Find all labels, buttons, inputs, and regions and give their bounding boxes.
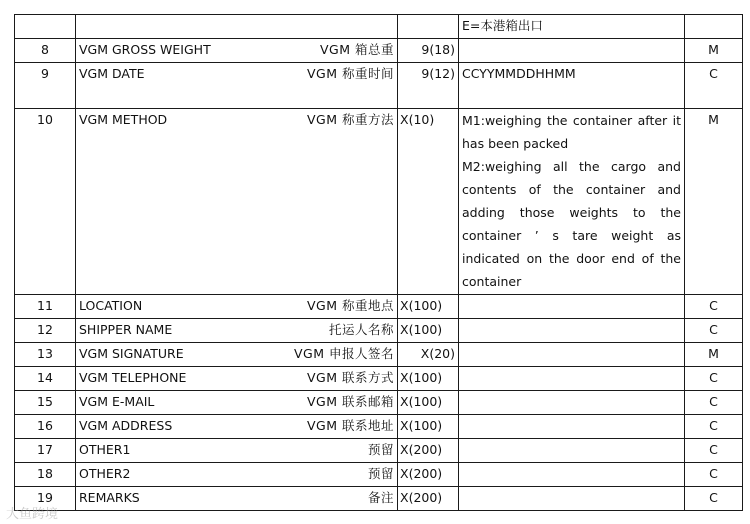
table-row bbox=[15, 63, 743, 109]
cell-format: X(100) bbox=[398, 415, 459, 439]
table-row bbox=[15, 109, 743, 295]
cell-format: X(100) bbox=[398, 367, 459, 391]
cell-name bbox=[76, 319, 398, 343]
table-row bbox=[15, 391, 743, 415]
cell-desc bbox=[459, 487, 685, 511]
cell-flag: C bbox=[685, 415, 743, 439]
cell-desc bbox=[459, 463, 685, 487]
method-m2: M2:weighing all the cargo and contents of the container and adding those weights to the container ’ s tare weight as indicated on the door end of the container bbox=[462, 159, 681, 289]
cell-no: 11 bbox=[15, 295, 76, 319]
cell-format: X(100) bbox=[398, 319, 459, 343]
cell-name bbox=[76, 343, 398, 367]
cell-no: 12 bbox=[15, 319, 76, 343]
cell-flag: C bbox=[685, 367, 743, 391]
cell-desc bbox=[459, 109, 685, 295]
name-en: VGM DATE bbox=[79, 66, 145, 81]
table-row bbox=[15, 367, 743, 391]
cell-flag: C bbox=[685, 487, 743, 511]
cell-flag: C bbox=[685, 319, 743, 343]
name-en: OTHER1 bbox=[79, 442, 131, 457]
cell-format: 9(18) bbox=[398, 39, 459, 63]
table-row bbox=[15, 343, 743, 367]
name-cn: 备注 bbox=[367, 490, 394, 505]
cell-desc bbox=[459, 391, 685, 415]
name-en: LOCATION bbox=[79, 298, 143, 313]
cell-name bbox=[76, 439, 398, 463]
cell-no: 18 bbox=[15, 463, 76, 487]
table-row bbox=[15, 415, 743, 439]
table-row bbox=[15, 295, 743, 319]
cell-format: X(200) bbox=[398, 439, 459, 463]
cell-no: 8 bbox=[15, 39, 76, 63]
name-cn: VGM 箱总重 bbox=[320, 42, 394, 57]
cell-name bbox=[76, 109, 398, 295]
name-cn: VGM 联系地址 bbox=[307, 418, 394, 433]
name-cn: 托运人名称 bbox=[328, 322, 394, 337]
cell-flag: C bbox=[685, 391, 743, 415]
table-row bbox=[15, 463, 743, 487]
cell-flag: C bbox=[685, 439, 743, 463]
cell-no: 14 bbox=[15, 367, 76, 391]
cell-name bbox=[76, 295, 398, 319]
cell-desc bbox=[459, 39, 685, 63]
cell-desc bbox=[459, 319, 685, 343]
name-cn: 预留 bbox=[367, 442, 394, 457]
table-row bbox=[15, 487, 743, 511]
cell-no: 17 bbox=[15, 439, 76, 463]
cell-name bbox=[76, 463, 398, 487]
cell-format: X(200) bbox=[398, 487, 459, 511]
table-row bbox=[15, 39, 743, 63]
cell-name bbox=[76, 415, 398, 439]
name-en: VGM ADDRESS bbox=[79, 418, 173, 433]
name-en: VGM METHOD bbox=[79, 112, 168, 127]
name-en: SHIPPER NAME bbox=[79, 322, 173, 337]
name-cn: VGM 称重方法 bbox=[307, 112, 394, 127]
name-en: VGM TELEPHONE bbox=[79, 370, 187, 385]
name-cn: VGM 称重时间 bbox=[307, 66, 394, 81]
name-cn: VGM 联系方式 bbox=[307, 370, 394, 385]
cell-no bbox=[15, 15, 76, 39]
cell-name bbox=[76, 15, 398, 39]
cell-flag: M bbox=[685, 39, 743, 63]
table-row bbox=[15, 439, 743, 463]
table-row bbox=[15, 15, 743, 39]
watermark: 大鱼跨境 bbox=[6, 507, 59, 522]
cell-flag: M bbox=[685, 109, 743, 295]
cell-desc bbox=[459, 415, 685, 439]
cell-flag: M bbox=[685, 343, 743, 367]
table-row bbox=[15, 319, 743, 343]
cell-format: 9(12) bbox=[398, 63, 459, 109]
cell-desc bbox=[459, 439, 685, 463]
cell-desc bbox=[459, 295, 685, 319]
name-cn: VGM 申报人签名 bbox=[294, 346, 394, 361]
cell-no: 19 bbox=[15, 487, 76, 511]
cell-flag: C bbox=[685, 295, 743, 319]
cell-no: 16 bbox=[15, 415, 76, 439]
cell-format: X(100) bbox=[398, 391, 459, 415]
name-en: REMARKS bbox=[79, 490, 140, 505]
cell-no: 15 bbox=[15, 391, 76, 415]
name-en: VGM E-MAIL bbox=[79, 394, 155, 409]
vgm-field-table bbox=[14, 14, 743, 511]
cell-desc: E=本港箱出口 bbox=[459, 15, 685, 39]
cell-desc bbox=[459, 367, 685, 391]
cell-flag bbox=[685, 15, 743, 39]
cell-name bbox=[76, 39, 398, 63]
name-cn: VGM 称重地点 bbox=[307, 298, 394, 313]
cell-no: 13 bbox=[15, 343, 76, 367]
cell-desc bbox=[459, 343, 685, 367]
name-en: VGM GROSS WEIGHT bbox=[79, 42, 211, 57]
cell-no: 9 bbox=[15, 63, 76, 109]
cell-format bbox=[398, 15, 459, 39]
cell-name bbox=[76, 63, 398, 109]
cell-format: X(100) bbox=[398, 295, 459, 319]
cell-name bbox=[76, 391, 398, 415]
cell-name bbox=[76, 487, 398, 511]
method-m1: M1:weighing the container after it has been packed bbox=[462, 113, 681, 151]
name-cn: 预留 bbox=[367, 466, 394, 481]
name-en: OTHER2 bbox=[79, 466, 131, 481]
cell-flag: C bbox=[685, 63, 743, 109]
cell-format: X(20) bbox=[398, 343, 459, 367]
name-en: VGM SIGNATURE bbox=[79, 346, 184, 361]
cell-flag: C bbox=[685, 463, 743, 487]
cell-no: 10 bbox=[15, 109, 76, 295]
name-cn: VGM 联系邮箱 bbox=[307, 394, 394, 409]
cell-format: X(200) bbox=[398, 463, 459, 487]
cell-name bbox=[76, 367, 398, 391]
cell-format: X(10) bbox=[398, 109, 459, 295]
cell-desc: CCYYMMDDHHMM bbox=[459, 63, 685, 109]
